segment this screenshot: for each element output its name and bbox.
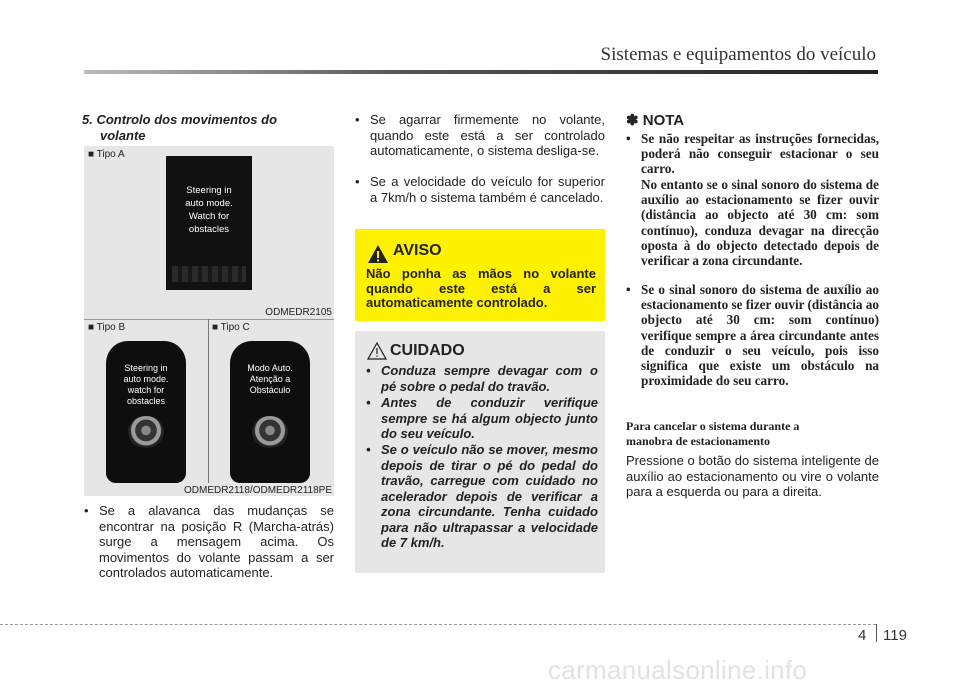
- warning-title: AVISO: [393, 242, 442, 259]
- figure-divider-horizontal: [84, 319, 334, 320]
- caution-triangle-icon: [367, 342, 387, 360]
- nota-item-text: Se não respeitar as instruções fornecidas, poderá não conseguir estacionar o seu carro.: [641, 131, 879, 177]
- watermark: carmanualsonline.info: [548, 655, 808, 685]
- middle-bullet-2: [355, 174, 605, 205]
- bullet-mark: •: [355, 112, 360, 127]
- figure-divider-vertical: [208, 319, 209, 483]
- steering-display-figure: [84, 146, 334, 496]
- footer-rule: [0, 624, 876, 625]
- bullet-mark: •: [366, 395, 371, 410]
- figure-label-type-a: ■ Tipo A: [88, 149, 125, 160]
- chapter-number: 4: [858, 627, 867, 644]
- display-panel-type-c: [230, 341, 310, 483]
- nota-item-text: Se o sinal sonoro do sistema de auxílio ao estacionamento se fizer ouvir (distância ao objecto até 30 cm: som contínuo) verifique sempre a área circundante antes de conduzir o seu veículo, pois isso significa que existe um obstáculo na proximidade do seu carro.: [641, 282, 879, 389]
- panel-a-message: [166, 184, 252, 236]
- panel-c-line: Modo Auto.: [247, 363, 293, 373]
- caution-item: [366, 442, 598, 551]
- section-title-line2: volante: [100, 128, 146, 143]
- figure-code-bottom: ODMEDR2118/ODMEDR2118PE: [183, 485, 332, 496]
- left-bullet: [84, 503, 334, 581]
- panel-a-line: auto mode.: [185, 198, 233, 209]
- caution-box: [355, 331, 605, 573]
- warning-triangle-icon: [367, 244, 389, 264]
- page-number: 119: [883, 627, 907, 644]
- panel-a-dim-segments: [172, 266, 246, 282]
- caution-item: [366, 363, 598, 394]
- figure-label-type-c: ■ Tipo C: [212, 322, 250, 333]
- nota-item-text: No entanto se o sinal sonoro do sistema de auxílio ao estacionamento se fizer ouvir (distância ao objecto até 30 cm: som contínuo), conduza devagar na direcção oposta à do objecto detectado depois de verificar a zona circundante.: [641, 177, 879, 269]
- bullet-mark: •: [355, 174, 360, 189]
- bullet-mark: •: [366, 442, 371, 457]
- header-rule: [84, 70, 878, 74]
- panel-b-line: auto mode.: [123, 374, 169, 384]
- panel-b-line: obstacles: [126, 396, 166, 406]
- nota-item: [626, 282, 879, 388]
- warning-text: Não ponha as mãos no volante quando este está a ser automaticamente controlado.: [366, 266, 596, 310]
- display-panel-type-b: [106, 341, 186, 483]
- caution-item-text: Se o veículo não se mover, mesmo depois de tirar o pé do pedal do travão, carregue com cuidado no acelerador depois de verificar a zona circundante. Tenha cuidado para não ultrapassar a velocidade de 7 km/h.: [381, 442, 598, 550]
- nota-title: ✽ NOTA: [626, 112, 685, 129]
- page-header-title: Sistemas e equipamentos do veículo: [600, 44, 876, 65]
- figure-label-type-b: ■ Tipo B: [88, 322, 126, 333]
- panel-c-line: Atenção a: [249, 374, 291, 384]
- caution-title: CUIDADO: [390, 342, 465, 359]
- section-title-line1: 5. Controlo dos movimentos do: [82, 112, 278, 127]
- caution-item: [366, 395, 598, 442]
- panel-c-message: [230, 363, 310, 396]
- caution-item-text: Antes de conduzir verifique sempre se há algum objecto junto do seu veículo.: [381, 395, 598, 441]
- panel-b-line: watch for: [127, 385, 165, 395]
- panel-b-line: Steering in: [124, 363, 168, 373]
- middle-bullet-1: [355, 112, 605, 159]
- warning-box: [355, 229, 605, 321]
- panel-a-line: Watch for: [188, 211, 230, 222]
- cancel-paragraph: Pressione o botão do sistema inteligente de auxílio ao estacionamento ou vire o volante para a esquerda ou para a direita.: [626, 453, 879, 499]
- steering-wheel-icon: [128, 416, 164, 448]
- steering-wheel-icon: [252, 416, 288, 448]
- panel-c-line: Obstáculo: [249, 385, 291, 395]
- panel-a-line: Steering in: [186, 185, 232, 196]
- figure-code-top: ODMEDR2105: [265, 307, 332, 318]
- middle-bullet-2-text: Se a velocidade do veículo for superior a 7km/h o sistema também é cancelado.: [370, 174, 605, 205]
- panel-a-line: obstacles: [188, 224, 230, 235]
- display-panel-type-a: [166, 156, 252, 290]
- section-title: [82, 112, 332, 144]
- left-bullet-text: Se a alavanca das mudanças se encontrar na posição R (Marcha-atrás) surge a mensagem acima. Os movimentos do volante passam a ser controlados automaticamente.: [99, 503, 334, 580]
- panel-b-message: [106, 363, 186, 407]
- bullet-mark: •: [366, 363, 371, 378]
- bullet-mark: •: [84, 503, 89, 518]
- bullet-mark: •: [626, 131, 631, 146]
- nota-item-continuation: [626, 177, 879, 268]
- bullet-mark: •: [626, 282, 631, 297]
- cancel-subheading-line1: Para cancelar o sistema durante a: [626, 419, 800, 433]
- nota-item: [626, 131, 879, 177]
- middle-bullet-1-text: Se agarrar firmemente no volante, quando este está a ser controlado automaticamente, o sistema desliga-se.: [370, 112, 605, 158]
- cancel-subheading-line2: manobra de estacionamento: [626, 434, 770, 448]
- cancel-subheading: [626, 419, 879, 449]
- page-number-divider: [876, 624, 877, 642]
- caution-item-text: Conduza sempre devagar com o pé sobre o pedal do travão.: [381, 363, 598, 394]
